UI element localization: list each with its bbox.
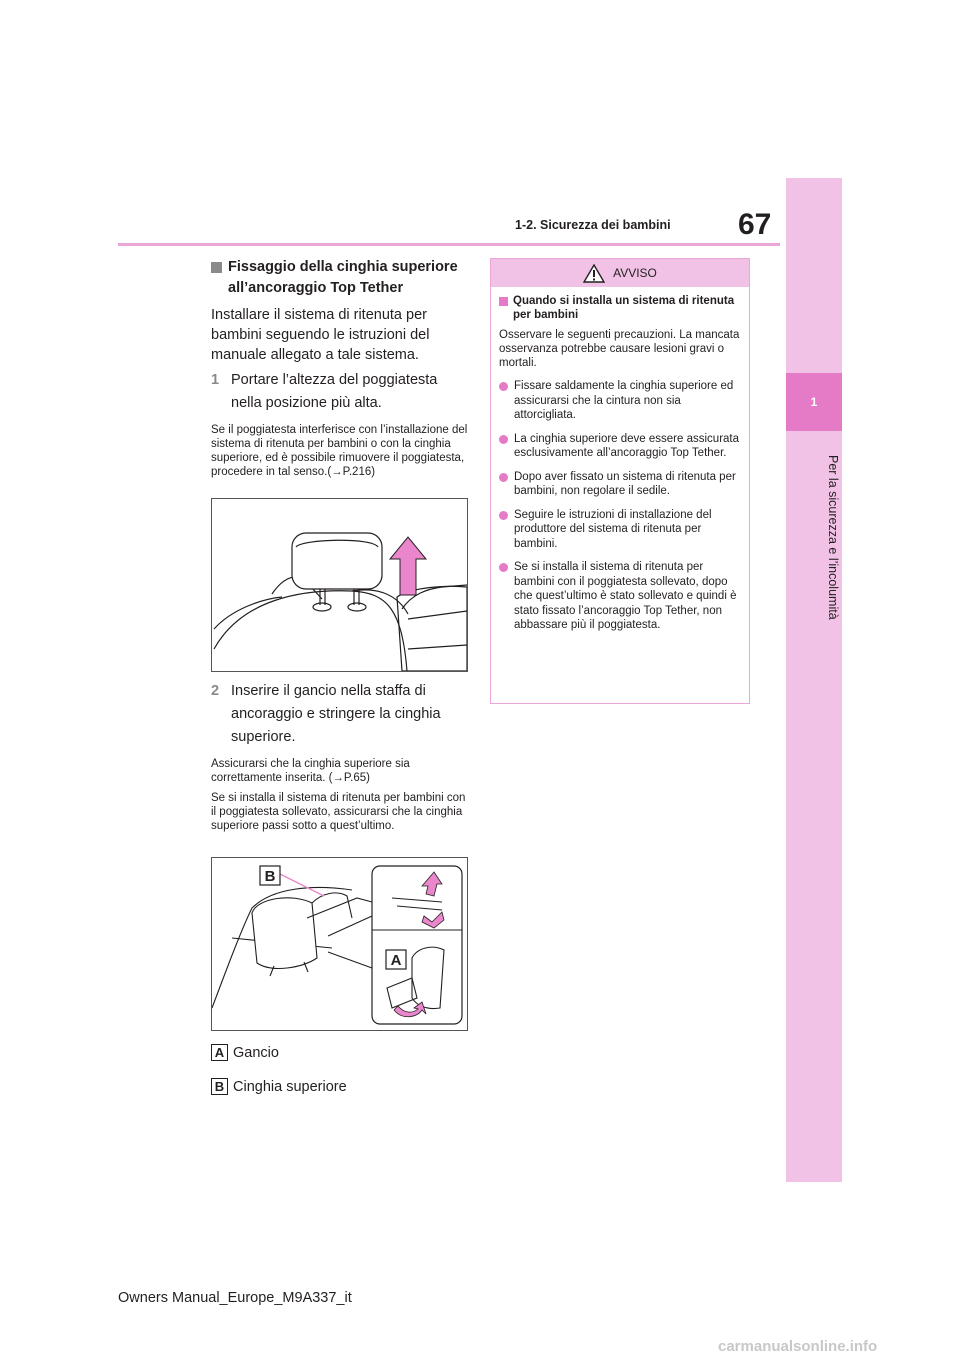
callout-a: A (390, 952, 402, 969)
square-bullet-icon (499, 297, 508, 306)
step-text: Portare l’altezza del poggiatesta nella posizione più alta. (231, 372, 438, 411)
left-column (211, 257, 471, 479)
header-rule (118, 243, 780, 246)
legend-key: B (211, 1078, 228, 1095)
detail-inset (372, 866, 462, 1024)
heading-line-2: all’ancoraggio Top Tether (228, 280, 404, 296)
legend-text: Cinghia superiore (233, 1078, 347, 1095)
step-1 (211, 369, 471, 415)
step-number: 2 (211, 683, 220, 699)
warning-item: Se si installa il sistema di ritenuta per bambini con il poggiatesta sollevato, dopo che quest’ultimo è stato sollevato e quindi è stato fissato l’ancoraggio Top Tether, non abbassare più il poggiatesta. (499, 560, 742, 633)
arrow-up-icon (390, 537, 426, 595)
figure-headrest-raise (211, 498, 468, 672)
step-text: Inserire il gancio nella staffa di ancoraggio e stringere la cinghia superiore. (231, 683, 441, 745)
note-headrest[interactable]: Se il poggiatesta interferisce con l’installazione del sistema di ritenuta per bambini o con la cinghia superiore, ed è possibile rimuovere il poggiatesta, procedere in tal senso.(→P.216) (211, 424, 468, 478)
section-heading (211, 257, 471, 299)
legend-item-a (211, 1044, 279, 1061)
step-number: 1 (211, 372, 220, 388)
warning-box (490, 258, 750, 704)
chapter-title: Per la sicurezza e l’incolumità (826, 454, 840, 620)
circle-bullet-icon (499, 435, 508, 444)
legend-text: Gancio (233, 1044, 279, 1061)
site-watermark[interactable]: carmanualsonline.info (718, 1338, 878, 1355)
circle-bullet-icon (499, 473, 508, 482)
note-tether-check[interactable]: Assicurarsi che la cinghia superiore sia correttamente inserita. (→P.65) (211, 758, 410, 784)
legend-item-b (211, 1078, 347, 1095)
step-2 (211, 680, 471, 749)
headrest-illustration (212, 499, 467, 671)
warning-item: Seguire le istruzioni di installazione del produttore del sistema di ritenuta per bambini. (499, 508, 742, 552)
callout-b: B (264, 868, 276, 885)
warning-item: Fissare saldamente la cinghia superiore ed assicurarsi che la cintura non sia attorcigliata. (499, 379, 742, 423)
page-number: 67 (738, 208, 772, 241)
warning-title: AVVISO (613, 266, 657, 280)
legend-key: A (211, 1044, 228, 1061)
figure-hook-tether (211, 857, 468, 1031)
circle-bullet-icon (499, 382, 508, 391)
section-header: 1-2. Sicurezza dei bambini (515, 218, 671, 232)
warning-subheading: Quando si installa un sistema di ritenuta per bambini (499, 294, 742, 322)
circle-bullet-icon (499, 563, 508, 572)
footer-document-id: Owners Manual_Europe_M9A337_it (118, 1290, 352, 1306)
warning-header (491, 259, 749, 287)
circle-bullet-icon (499, 511, 508, 520)
warning-item: Dopo aver fissato un sistema di ritenuta per bambini, non regolare il sedile. (499, 470, 742, 499)
heading-line-1: Fissaggio della cinghia superiore (228, 259, 458, 275)
warning-body (491, 287, 749, 633)
warning-intro: Osservare le seguenti precauzioni. La mancata osservanza potrebbe causare lesioni gravi o mortali. (499, 329, 740, 369)
warning-triangle-icon (583, 264, 605, 283)
chapter-number-tab[interactable]: 1 (786, 373, 842, 431)
left-column-step2 (211, 676, 471, 833)
tether-illustration (212, 858, 467, 1030)
intro-paragraph: Installare il sistema di ritenuta per bambini seguendo le istruzioni del manuale allegato a tale sistema. (211, 307, 430, 363)
note-headrest-raised: Se si installa il sistema di ritenuta per bambini con il poggiatesta sollevato, assicurarsi che la cinghia superiore passi sotto a quest’ultimo. (211, 792, 466, 832)
square-bullet-icon (211, 262, 222, 273)
chapter-side-tab (786, 178, 842, 1182)
warning-item: La cinghia superiore deve essere assicurata esclusivamente all’ancoraggio Top Tether. (499, 432, 742, 461)
